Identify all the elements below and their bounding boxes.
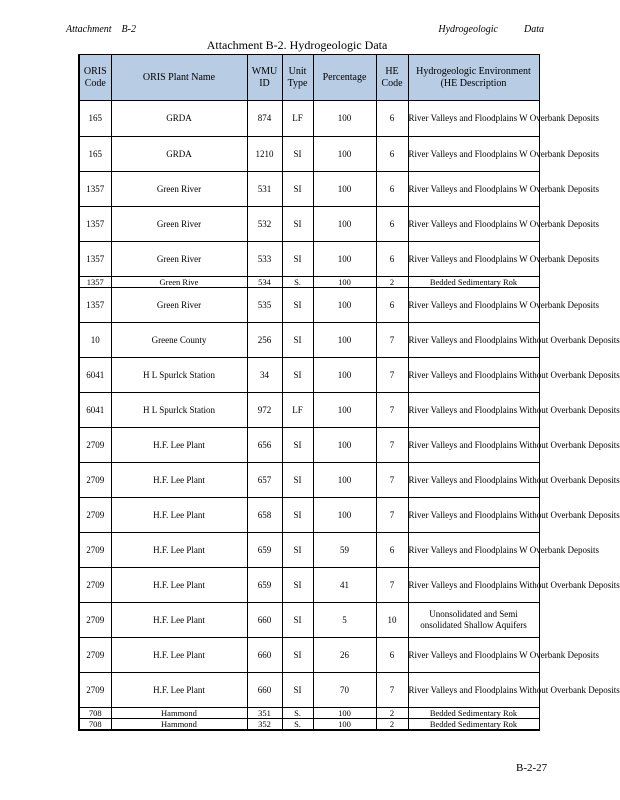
cell-wmu-id: 256 [247, 323, 282, 358]
cell-oris-code: 6041 [79, 358, 111, 393]
cell-he-description: River Valleys and Floodplains W Overbank Deposits [408, 207, 539, 242]
header-section-label: Hydrogeologic [438, 24, 498, 35]
cell-plant-name: Hammond [111, 708, 247, 719]
cell-unit-type: SI [282, 172, 313, 207]
cell-oris-code: 708 [79, 719, 111, 731]
cell-oris-code: 165 [79, 101, 111, 137]
cell-plant-name: H.F. Lee Plant [111, 638, 247, 673]
cell-he-code: 7 [376, 568, 408, 603]
cell-plant-name: Hammond [111, 719, 247, 731]
cell-unit-type: SI [282, 673, 313, 708]
cell-oris-code: 708 [79, 708, 111, 719]
cell-unit-type: SI [282, 358, 313, 393]
cell-plant-name: Green River [111, 288, 247, 323]
cell-oris-code: 2709 [79, 463, 111, 498]
cell-plant-name: GRDA [111, 137, 247, 172]
cell-he-code: 2 [376, 719, 408, 731]
cell-plant-name: H.F. Lee Plant [111, 463, 247, 498]
cell-wmu-id: 659 [247, 568, 282, 603]
page-number: B-2-27 [516, 762, 548, 774]
cell-he-code: 7 [376, 463, 408, 498]
table-title: Attachment B-2. Hydrogeologic Data [206, 38, 388, 52]
cell-he-description: River Valleys and Floodplains W Overbank Deposits [408, 638, 539, 673]
cell-oris-code: 2709 [79, 638, 111, 673]
cell-plant-name: Green River [111, 242, 247, 277]
cell-percentage: 100 [313, 288, 376, 323]
cell-oris-code: 1357 [79, 242, 111, 277]
table-row [79, 719, 539, 731]
col-header-he-description: Hydrogeologic Environment (HE Description [408, 55, 539, 101]
cell-unit-type: SI [282, 242, 313, 277]
table-row [79, 277, 539, 288]
cell-percentage: 100 [313, 137, 376, 172]
cell-wmu-id: 658 [247, 498, 282, 533]
cell-he-description: River Valleys and Floodplains Without Overbank Deposits [408, 498, 539, 533]
table-row [79, 568, 539, 603]
cell-he-code: 6 [376, 533, 408, 568]
header-section-word: Data [524, 24, 544, 35]
cell-percentage: 100 [313, 393, 376, 428]
cell-unit-type: SI [282, 638, 313, 673]
cell-plant-name: GRDA [111, 101, 247, 137]
cell-unit-type: S. [282, 277, 313, 288]
cell-oris-code: 2709 [79, 568, 111, 603]
table-row [79, 207, 539, 242]
cell-he-description: River Valleys and Floodplains W Overbank Deposits [408, 137, 539, 172]
table-row [79, 673, 539, 708]
cell-he-description: River Valleys and Floodplains Without Overbank Deposits [408, 428, 539, 463]
cell-percentage: 100 [313, 207, 376, 242]
cell-he-code: 7 [376, 393, 408, 428]
cell-plant-name: Green Rive [111, 277, 247, 288]
table-row [79, 101, 539, 137]
cell-percentage: 100 [313, 708, 376, 719]
cell-unit-type: SI [282, 533, 313, 568]
cell-he-code: 6 [376, 207, 408, 242]
table-body [79, 101, 620, 731]
cell-oris-code: 6041 [79, 393, 111, 428]
cell-percentage: 100 [313, 719, 376, 731]
table-row [79, 393, 539, 428]
cell-he-code: 7 [376, 498, 408, 533]
cell-wmu-id: 660 [247, 638, 282, 673]
cell-he-code: 6 [376, 137, 408, 172]
cell-wmu-id: 533 [247, 242, 282, 277]
cell-he-code: 7 [376, 673, 408, 708]
cell-percentage: 41 [313, 568, 376, 603]
cell-wmu-id: 660 [247, 603, 282, 638]
cell-wmu-id: 657 [247, 463, 282, 498]
col-header-oris-code: ORIS Code [79, 55, 111, 101]
table-row [79, 323, 539, 358]
cell-he-description: River Valleys and Floodplains Without Overbank Deposits [408, 358, 539, 393]
cell-he-description: River Valleys and Floodplains Without Overbank Deposits [408, 673, 539, 708]
cell-he-code: 6 [376, 172, 408, 207]
cell-he-code: 6 [376, 638, 408, 673]
table-row [79, 288, 539, 323]
cell-unit-type: SI [282, 463, 313, 498]
cell-percentage: 100 [313, 101, 376, 137]
cell-oris-code: 165 [79, 137, 111, 172]
cell-oris-code: 1357 [79, 207, 111, 242]
cell-wmu-id: 534 [247, 277, 282, 288]
cell-he-description: River Valleys and Floodplains W Overbank Deposits [408, 533, 539, 568]
cell-he-description: River Valleys and Floodplains Without Overbank Deposits [408, 463, 539, 498]
cell-unit-type: SI [282, 207, 313, 242]
cell-wmu-id: 1210 [247, 137, 282, 172]
cell-he-description: River Valleys and Floodplains W Overbank Deposits [408, 172, 539, 207]
cell-plant-name: H L Spurlck Station [111, 393, 247, 428]
cell-percentage: 100 [313, 242, 376, 277]
cell-oris-code: 2709 [79, 498, 111, 533]
cell-percentage: 100 [313, 428, 376, 463]
cell-wmu-id: 660 [247, 673, 282, 708]
table-row [79, 603, 539, 638]
cell-plant-name: Green River [111, 172, 247, 207]
cell-he-description: River Valleys and Floodplains Without Overbank Deposits [408, 568, 539, 603]
cell-he-description: River Valleys and Floodplains W Overbank Deposits [408, 288, 539, 323]
table-row [79, 638, 539, 673]
cell-he-code: 2 [376, 277, 408, 288]
cell-plant-name: Greene County [111, 323, 247, 358]
cell-he-code: 2 [376, 708, 408, 719]
cell-oris-code: 1357 [79, 172, 111, 207]
cell-plant-name: H L Spurlck Station [111, 358, 247, 393]
cell-percentage: 100 [313, 463, 376, 498]
cell-unit-type: SI [282, 428, 313, 463]
running-header-right [438, 24, 544, 35]
cell-unit-type: SI [282, 323, 313, 358]
cell-wmu-id: 352 [247, 719, 282, 731]
cell-unit-type: LF [282, 393, 313, 428]
cell-he-description: River Valleys and Floodplains Without Overbank Deposits [408, 393, 539, 428]
col-header-unit-type: Unit Type [282, 55, 313, 101]
cell-oris-code: 1357 [79, 288, 111, 323]
cell-wmu-id: 351 [247, 708, 282, 719]
cell-unit-type: SI [282, 568, 313, 603]
cell-he-code: 7 [376, 358, 408, 393]
header-attachment-label: Attachment [66, 24, 112, 35]
cell-he-description: Unonsolidated and Semi onsolidated Shallow Aquifers [408, 603, 539, 638]
hydrogeologic-data-table [78, 54, 620, 731]
cell-oris-code: 2709 [79, 533, 111, 568]
cell-oris-code: 1357 [79, 277, 111, 288]
cell-unit-type: S. [282, 708, 313, 719]
cell-plant-name: H.F. Lee Plant [111, 603, 247, 638]
col-header-percentage: Percentage [313, 55, 376, 101]
cell-he-description: Bedded Sedimentary Rok [408, 277, 539, 288]
cell-wmu-id: 34 [247, 358, 282, 393]
cell-percentage: 100 [313, 323, 376, 358]
cell-unit-type: LF [282, 101, 313, 137]
table-header-row [79, 55, 539, 101]
cell-he-code: 6 [376, 288, 408, 323]
col-header-plant-name: ORIS Plant Name [111, 55, 247, 101]
running-header-left [66, 24, 136, 35]
cell-plant-name: Green River [111, 207, 247, 242]
cell-plant-name: H.F. Lee Plant [111, 533, 247, 568]
cell-plant-name: H.F. Lee Plant [111, 498, 247, 533]
cell-wmu-id: 531 [247, 172, 282, 207]
cell-unit-type: SI [282, 137, 313, 172]
cell-percentage: 100 [313, 172, 376, 207]
cell-plant-name: H.F. Lee Plant [111, 673, 247, 708]
header-attachment-code: B-2 [121, 24, 136, 35]
cell-he-description: Bedded Sedimentary Rok [408, 719, 539, 731]
cell-percentage: 100 [313, 358, 376, 393]
cell-he-code: 7 [376, 428, 408, 463]
table-row [79, 358, 539, 393]
cell-percentage: 26 [313, 638, 376, 673]
cell-unit-type: SI [282, 498, 313, 533]
cell-wmu-id: 874 [247, 101, 282, 137]
cell-plant-name: H.F. Lee Plant [111, 428, 247, 463]
cell-he-description: River Valleys and Floodplains W Overbank Deposits [408, 101, 539, 137]
cell-he-code: 10 [376, 603, 408, 638]
cell-percentage: 70 [313, 673, 376, 708]
cell-he-description: River Valleys and Floodplains W Overbank Deposits [408, 242, 539, 277]
cell-wmu-id: 972 [247, 393, 282, 428]
table-row [79, 533, 539, 568]
table-row [79, 498, 539, 533]
cell-wmu-id: 656 [247, 428, 282, 463]
cell-percentage: 5 [313, 603, 376, 638]
cell-percentage: 59 [313, 533, 376, 568]
cell-wmu-id: 532 [247, 207, 282, 242]
cell-unit-type: SI [282, 288, 313, 323]
cell-wmu-id: 659 [247, 533, 282, 568]
cell-he-description: Bedded Sedimentary Rok [408, 708, 539, 719]
table-row [79, 137, 539, 172]
col-header-he-code: HE Code [376, 55, 408, 101]
cell-he-code: 7 [376, 323, 408, 358]
cell-he-code: 6 [376, 101, 408, 137]
cell-plant-name: H.F. Lee Plant [111, 568, 247, 603]
cell-percentage: 100 [313, 498, 376, 533]
cell-oris-code: 2709 [79, 673, 111, 708]
table-row [79, 708, 539, 719]
table-row [79, 463, 539, 498]
cell-unit-type: SI [282, 603, 313, 638]
cell-he-description: River Valleys and Floodplains Without Overbank Deposits [408, 323, 539, 358]
cell-unit-type: S. [282, 719, 313, 731]
cell-oris-code: 10 [79, 323, 111, 358]
cell-oris-code: 2709 [79, 428, 111, 463]
cell-wmu-id: 535 [247, 288, 282, 323]
cell-he-code: 6 [376, 242, 408, 277]
cell-percentage: 100 [313, 277, 376, 288]
cell-oris-code: 2709 [79, 603, 111, 638]
table-row [79, 172, 539, 207]
table-row [79, 428, 539, 463]
col-header-wmu-id: WMU ID [247, 55, 282, 101]
table-row [79, 242, 539, 277]
